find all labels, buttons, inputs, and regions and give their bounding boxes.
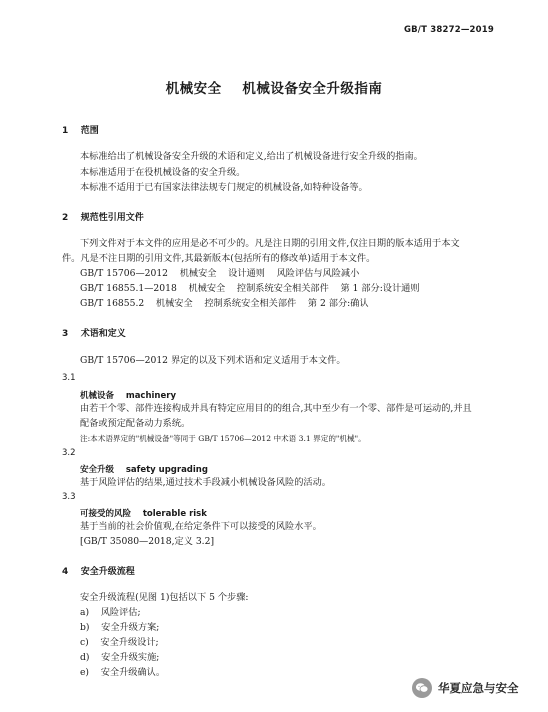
- watermark: [408, 675, 523, 701]
- term-3-1-note: 注:本术语界定的"机械设备"等同于 GB/T 15706—2012 中术语 3.1 界定的"机械"。: [80, 434, 366, 443]
- section-2-heading: 2 规范性引用文件: [62, 213, 144, 223]
- section-4-heading: 4 安全升级流程: [62, 567, 135, 577]
- section-1-para-3: 本标准不适用于已有国家法律法规专门规定的机械设备,如特种设备等。: [80, 182, 368, 193]
- reference-3: GB/T 16855.2 机械安全 控制系统安全相关部件 第 2 部分:确认: [80, 298, 369, 309]
- wechat-icon: [412, 678, 432, 698]
- term-3-1-def-2: 配备或预定配备动力系统。: [80, 418, 191, 429]
- term-3-1-number: 3.1: [62, 373, 76, 383]
- term-3-3-title: 可接受的风险 tolerable risk: [80, 509, 207, 519]
- step-d: d) 安全升级实施;: [80, 652, 160, 663]
- watermark-text: 华夏应急与安全: [438, 681, 519, 695]
- section-1-heading: 1 范围: [62, 126, 99, 136]
- step-c: c) 安全升级设计;: [80, 637, 159, 648]
- section-2-para-2: 件。凡是不注日期的引用文件,其最新版本(包括所有的修改单)适用于本文件。: [62, 253, 376, 264]
- section-2-para-1: 下列文件对于本文件的应用是必不可少的。凡是注日期的引用文件,仅注日期的版本适用于本文: [80, 238, 460, 249]
- step-a: a) 风险评估;: [80, 607, 141, 618]
- section-4-intro: 安全升级流程(见图 1)包括以下 5 个步骤:: [80, 592, 249, 603]
- section-3-heading: 3 术语和定义: [62, 329, 126, 339]
- term-3-3-def-1: 基于当前的社会价值观,在给定条件下可以接受的风险水平。: [80, 521, 322, 532]
- term-3-2-def-1: 基于风险评估的结果,通过技术手段减小机械设备风险的活动。: [80, 477, 331, 488]
- reference-1: GB/T 15706—2012 机械安全 设计通则 风险评估与风险减小: [80, 268, 360, 279]
- standard-code: GB/T 38272—2019: [403, 25, 494, 35]
- term-3-1-def-1: 由若干个零、部件连接构成并具有特定应用目的的组合,其中至少有一个零、部件是可运动的,并且: [80, 403, 472, 414]
- section-3-intro: GB/T 15706—2012 界定的以及下列术语和定义适用于本文件。: [80, 355, 346, 366]
- step-b: b) 安全升级方案;: [80, 622, 160, 633]
- section-1-para-2: 本标准适用于在役机械设备的安全升级。: [80, 167, 246, 178]
- term-3-1-title: 机械设备 machinery: [80, 391, 176, 401]
- reference-2: GB/T 16855.1—2018 机械安全 控制系统安全相关部件 第 1 部分:设计通则: [80, 283, 420, 294]
- term-3-2-title: 安全升级 safety upgrading: [80, 465, 208, 475]
- term-3-2-number: 3.2: [62, 448, 76, 458]
- term-3-3-number: 3.3: [62, 492, 76, 502]
- term-3-3-def-2: [GB/T 35080—2018,定义 3.2]: [80, 536, 215, 547]
- step-e: e) 安全升级确认。: [80, 667, 166, 678]
- page-title: 机械安全 机械设备安全升级指南: [165, 81, 383, 97]
- section-1-para-1: 本标准给出了机械设备安全升级的术语和定义,给出了机械设备进行安全升级的指南。: [80, 151, 423, 162]
